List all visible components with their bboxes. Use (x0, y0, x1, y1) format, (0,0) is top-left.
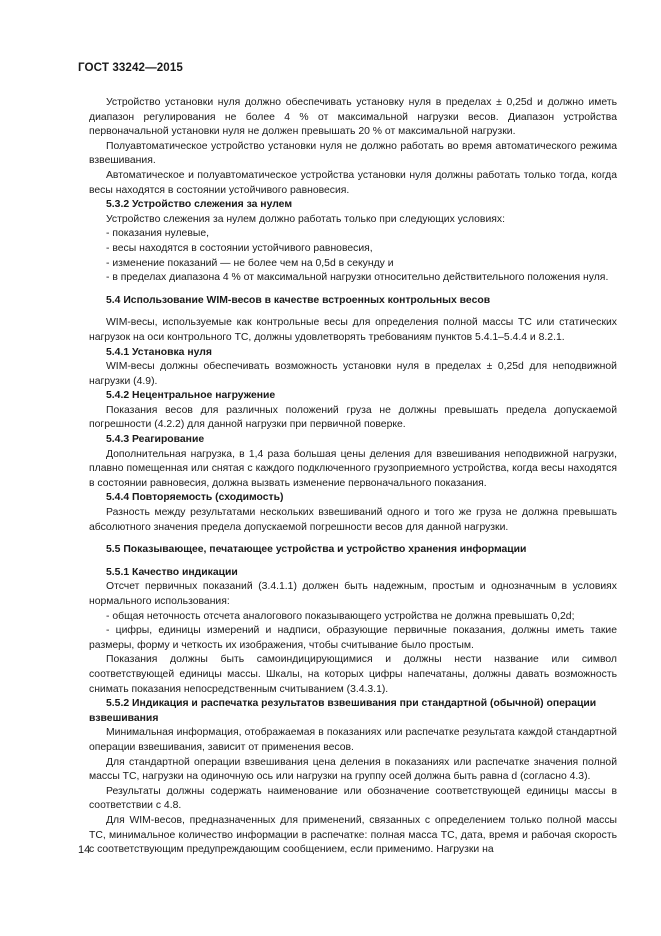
document-body (89, 96, 617, 858)
list-item: - в пределах диапазона 4 % от максимальной нагрузки относительно действительного положения нуля. (106, 272, 609, 284)
paragraph: Для WIM-весов, предназначенных для применений, связанных с определением только полной массы ТС, минимальное количество информации в распечатке: полная масса ТС, дата, время и рабочая скорость с соответствующим предупреждающим сообщением, если применимо. Нагрузки на (89, 814, 617, 856)
section-heading-5-4-4: 5.4.4 Повторяемость (сходимость) (106, 492, 284, 504)
paragraph: Показания весов для различных положений груза не должны превышать предела допускаемой погрешности (4.2.2) для данной нагрузки при первичной поверке. (89, 404, 617, 431)
section-heading-5-5: 5.5 Показывающее, печатающее устройства и устройство хранения информации (106, 544, 527, 556)
paragraph: Дополнительная нагрузка, в 1,4 раза большая цены деления для взвешивания неподвижной нагрузки, плавно помещенная или снятая с каждого подключенного грузоприемного устройства, когда весы находятся в состоянии равновесия, должна вызвать изменение первоначального показания. (89, 448, 617, 489)
paragraph: Минимальная информация, отображаемая в показаниях или распечатке результата каждой стандартной операции взвешивания, зависит от применения весов. (89, 727, 617, 753)
section-heading-5-4: 5.4 Использование WIM-весов в качестве встроенных контрольных весов (106, 294, 491, 306)
paragraph: Результаты должны содержать наименование или обозначение соответствующей единицы массы в соответствии с 4.8. (89, 785, 617, 812)
paragraph: Автоматическое и полуавтоматическое устройства установки нуля должны работать только тогда, когда весы находятся в состоянии устойчивого равновесия. (89, 169, 617, 196)
page-number: 14 (78, 844, 91, 856)
paragraph: Полуавтоматическое устройство установки нуля не должно работать во время автоматического режима взвешивания. (89, 140, 617, 167)
paragraph: Устройство установки нуля должно обеспечивать установку нуля в пределах ± 0,25d и должно иметь диапазон регулирования не более 4 % от максимальной нагрузки весов. Диапазон устройства первоначальной установки нуля не должен превышать 20 % от максимальной нагрузки. (89, 97, 617, 138)
paragraph: Для стандартной операции взвешивания цена деления в показаниях или распечатке значения полной массы ТС, нагрузки на одиночную ось или нагрузки на группу осей должна быть равна d (согласно 4.3). (89, 756, 617, 783)
paragraph: Отсчет первичных показаний (3.4.1.1) должен быть надежным, простым и однозначным в условиях нормального использования: (89, 581, 617, 607)
list-item: - показания нулевые, (106, 228, 209, 240)
paragraph: Показания должны быть самоиндицирующимися и должны нести название или символ соответствующей единицы массы. Шкалы, на которых цифры напечатаны, должны давать возможность снимать показания непосредственным считыванием (3.4.3.1). (89, 654, 617, 695)
document-header: ГОСТ 33242—2015 (78, 61, 183, 74)
section-heading-5-4-1: 5.4.1 Установка нуля (106, 346, 212, 358)
section-heading-5-5-1: 5.5.1 Качество индикации (106, 566, 238, 578)
section-heading-5-4-3: 5.4.3 Реагирование (106, 434, 205, 446)
list-item: - цифры, единицы измерений и надписи, образующие первичные показания, должны иметь такие размеры, форму и четкость их изображения, чтобы считывание было простым. (89, 625, 617, 651)
section-heading-5-5-2: 5.5.2 Индикация и распечатка результатов взвешивания при стандартной (обычной) операции взвешивания (89, 698, 597, 724)
paragraph: WIM-весы, используемые как контрольные весы для определения полной массы ТС или статических нагрузок на оси контрольного ТС, должны удовлетворять требованиям пунктов 5.4.1–5.4.4 и 8.2.1. (89, 317, 617, 343)
section-heading-5-4-2: 5.4.2 Нецентральное нагружение (106, 390, 276, 402)
list-item: - общая неточность отсчета аналогового показывающего устройства не должна превышать 0,2d; (106, 610, 575, 622)
list-item: - весы находятся в состоянии устойчивого равновесия, (106, 242, 373, 254)
paragraph: Разность между результатами нескольких взвешиваний одного и того же груза не должна превышать абсолютного значения предела допускаемой погрешности весов для данной нагрузки. (89, 507, 617, 533)
paragraph: WIM-весы должны обеспечивать возможность установки нуля в пределах ± 0,25d для неподвижной нагрузки (4.9). (89, 361, 617, 387)
paragraph: Устройство слежения за нулем должно работать только при следующих условиях: (106, 213, 505, 225)
section-heading-5-3-2: 5.3.2 Устройство слежения за нулем (106, 199, 293, 211)
list-item: - изменение показаний — не более чем на 0,5d в секунду и (106, 257, 394, 269)
